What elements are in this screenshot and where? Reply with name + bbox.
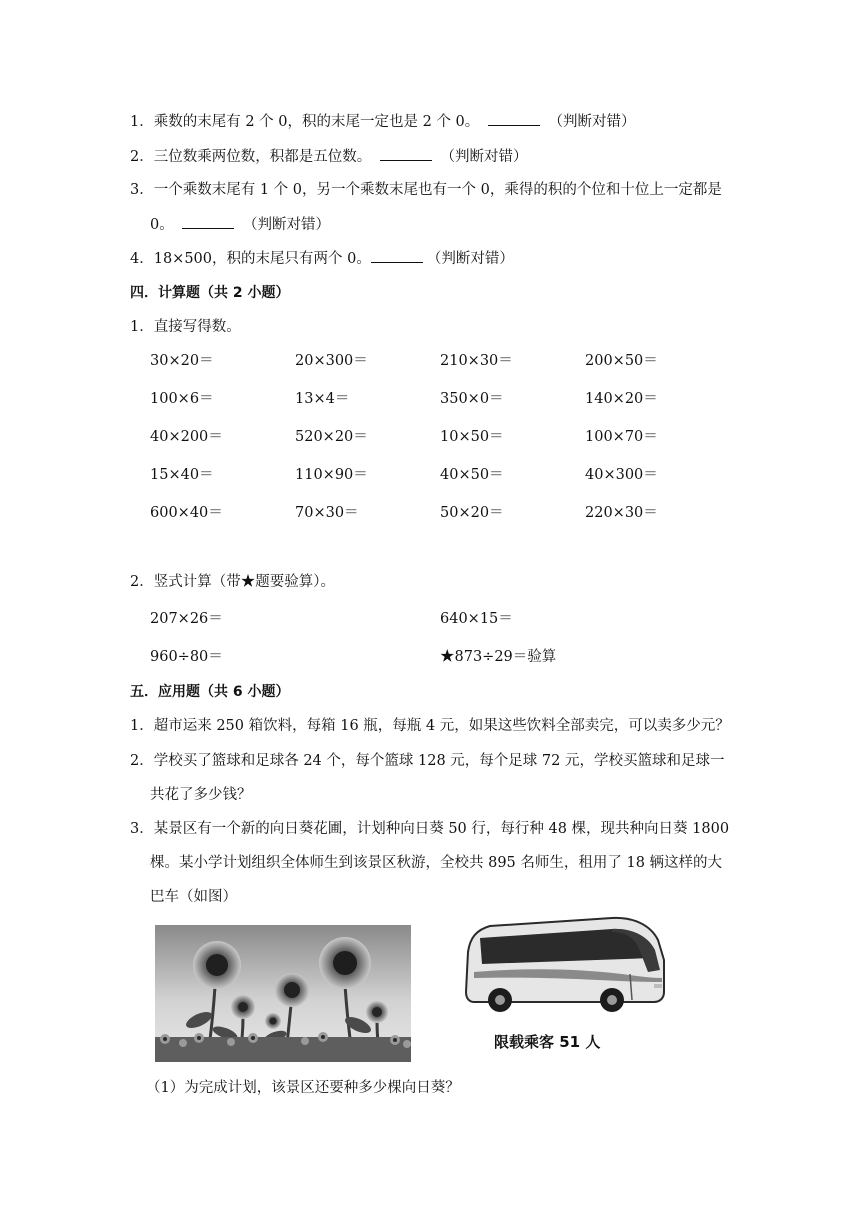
bus-capacity-caption: 限载乘客 51 人 — [494, 1033, 601, 1051]
calc-item: 600×40＝ — [150, 505, 223, 521]
calc-item: 100×6＝ — [150, 391, 214, 407]
calc-item: 350×0＝ — [440, 391, 504, 407]
problem-2-line-2: 共花了多少钱？ — [150, 787, 252, 803]
calc-item: 30×20＝ — [150, 353, 214, 369]
calc-item: 40×300＝ — [585, 467, 658, 483]
problem-3-line-1: 3．某景区有一个新的向日葵花圃，计划种向日葵 50 行，每行种 48 棵，现共种向日葵 1800 — [130, 821, 730, 837]
problem-3-line-3: 巴车（如图） — [150, 889, 237, 905]
calc-item: 210×30＝ — [440, 353, 513, 369]
problem-3-line-2: 棵。某小学计划组织全体师生到该景区秋游，全校共 895 名师生，租用了 18 辆这样的大 — [150, 855, 723, 871]
question-text: 4．18×500，积的末尾只有两个 0。 — [130, 251, 371, 267]
calc-item: 100×70＝ — [585, 429, 658, 445]
section-heading-5: 五．应用题（共 6 小题） — [130, 684, 290, 700]
answer-blank[interactable] — [380, 146, 432, 161]
calc-item: 220×30＝ — [585, 505, 658, 521]
answer-blank[interactable] — [371, 248, 423, 263]
calc-item: 15×40＝ — [150, 467, 214, 483]
question-text: 3．一个乘数末尾有 1 个 0，另一个乘数末尾也有一个 0，乘得的积的个位和十位上一定都是 — [130, 182, 722, 198]
question-vertical-calc: 2．竖式计算（带★题要验算）。 — [130, 574, 335, 590]
judge-question-4 — [130, 248, 514, 269]
problem-2-line-1: 2．学校买了篮球和足球各 24 个，每个篮球 128 元，每个足球 72 元，学校买篮球和足球一 — [130, 753, 725, 769]
vertical-calc-item: ★873÷29＝验算 — [440, 649, 557, 665]
calc-item: 70×30＝ — [295, 505, 359, 521]
vertical-calc-item: 207×26＝ — [150, 611, 223, 627]
question-suffix: （判断对错） — [440, 149, 528, 165]
question-text: 2．三位数乘两位数，积都是五位数。 — [130, 149, 372, 165]
question-suffix: （判断对错） — [242, 217, 330, 233]
calc-item: 520×20＝ — [295, 429, 368, 445]
vertical-calc-item: 640×15＝ — [440, 611, 513, 627]
calc-item: 140×20＝ — [585, 391, 658, 407]
vertical-calc-item: 960÷80＝ — [150, 649, 223, 665]
question-text: 1．乘数的末尾有 2 个 0，积的末尾一定也是 2 个 0。 — [130, 114, 480, 130]
bus-icon — [462, 912, 672, 1017]
question-suffix: （判断对错） — [426, 251, 514, 267]
calc-item: 40×50＝ — [440, 467, 504, 483]
calc-item: 10×50＝ — [440, 429, 504, 445]
question-text: 0。 — [150, 217, 174, 233]
answer-blank[interactable] — [488, 111, 540, 126]
question-direct-write: 1．直接写得数。 — [130, 319, 241, 335]
section-heading-4: 四．计算题（共 2 小题） — [130, 285, 290, 301]
calc-item: 110×90＝ — [295, 467, 368, 483]
sub-question-1: （1）为完成计划，该景区还要种多少棵向日葵？ — [146, 1080, 460, 1096]
judge-question-3 — [130, 180, 722, 200]
calc-item: 200×50＝ — [585, 353, 658, 369]
judge-question-3-cont — [150, 214, 330, 235]
answer-blank[interactable] — [182, 214, 234, 229]
sunflower-photo — [155, 925, 411, 1062]
calc-item: 13×4＝ — [295, 391, 350, 407]
calc-item: 20×300＝ — [295, 353, 368, 369]
problem-1: 1．超市运来 250 箱饮料，每箱 16 瓶，每瓶 4 元，如果这些饮料全部卖完，可以卖多少元？ — [130, 718, 730, 734]
question-suffix: （判断对错） — [548, 114, 636, 130]
judge-question-2 — [130, 146, 527, 167]
calc-item: 40×200＝ — [150, 429, 223, 445]
calc-item: 50×20＝ — [440, 505, 504, 521]
judge-question-1 — [130, 111, 636, 132]
